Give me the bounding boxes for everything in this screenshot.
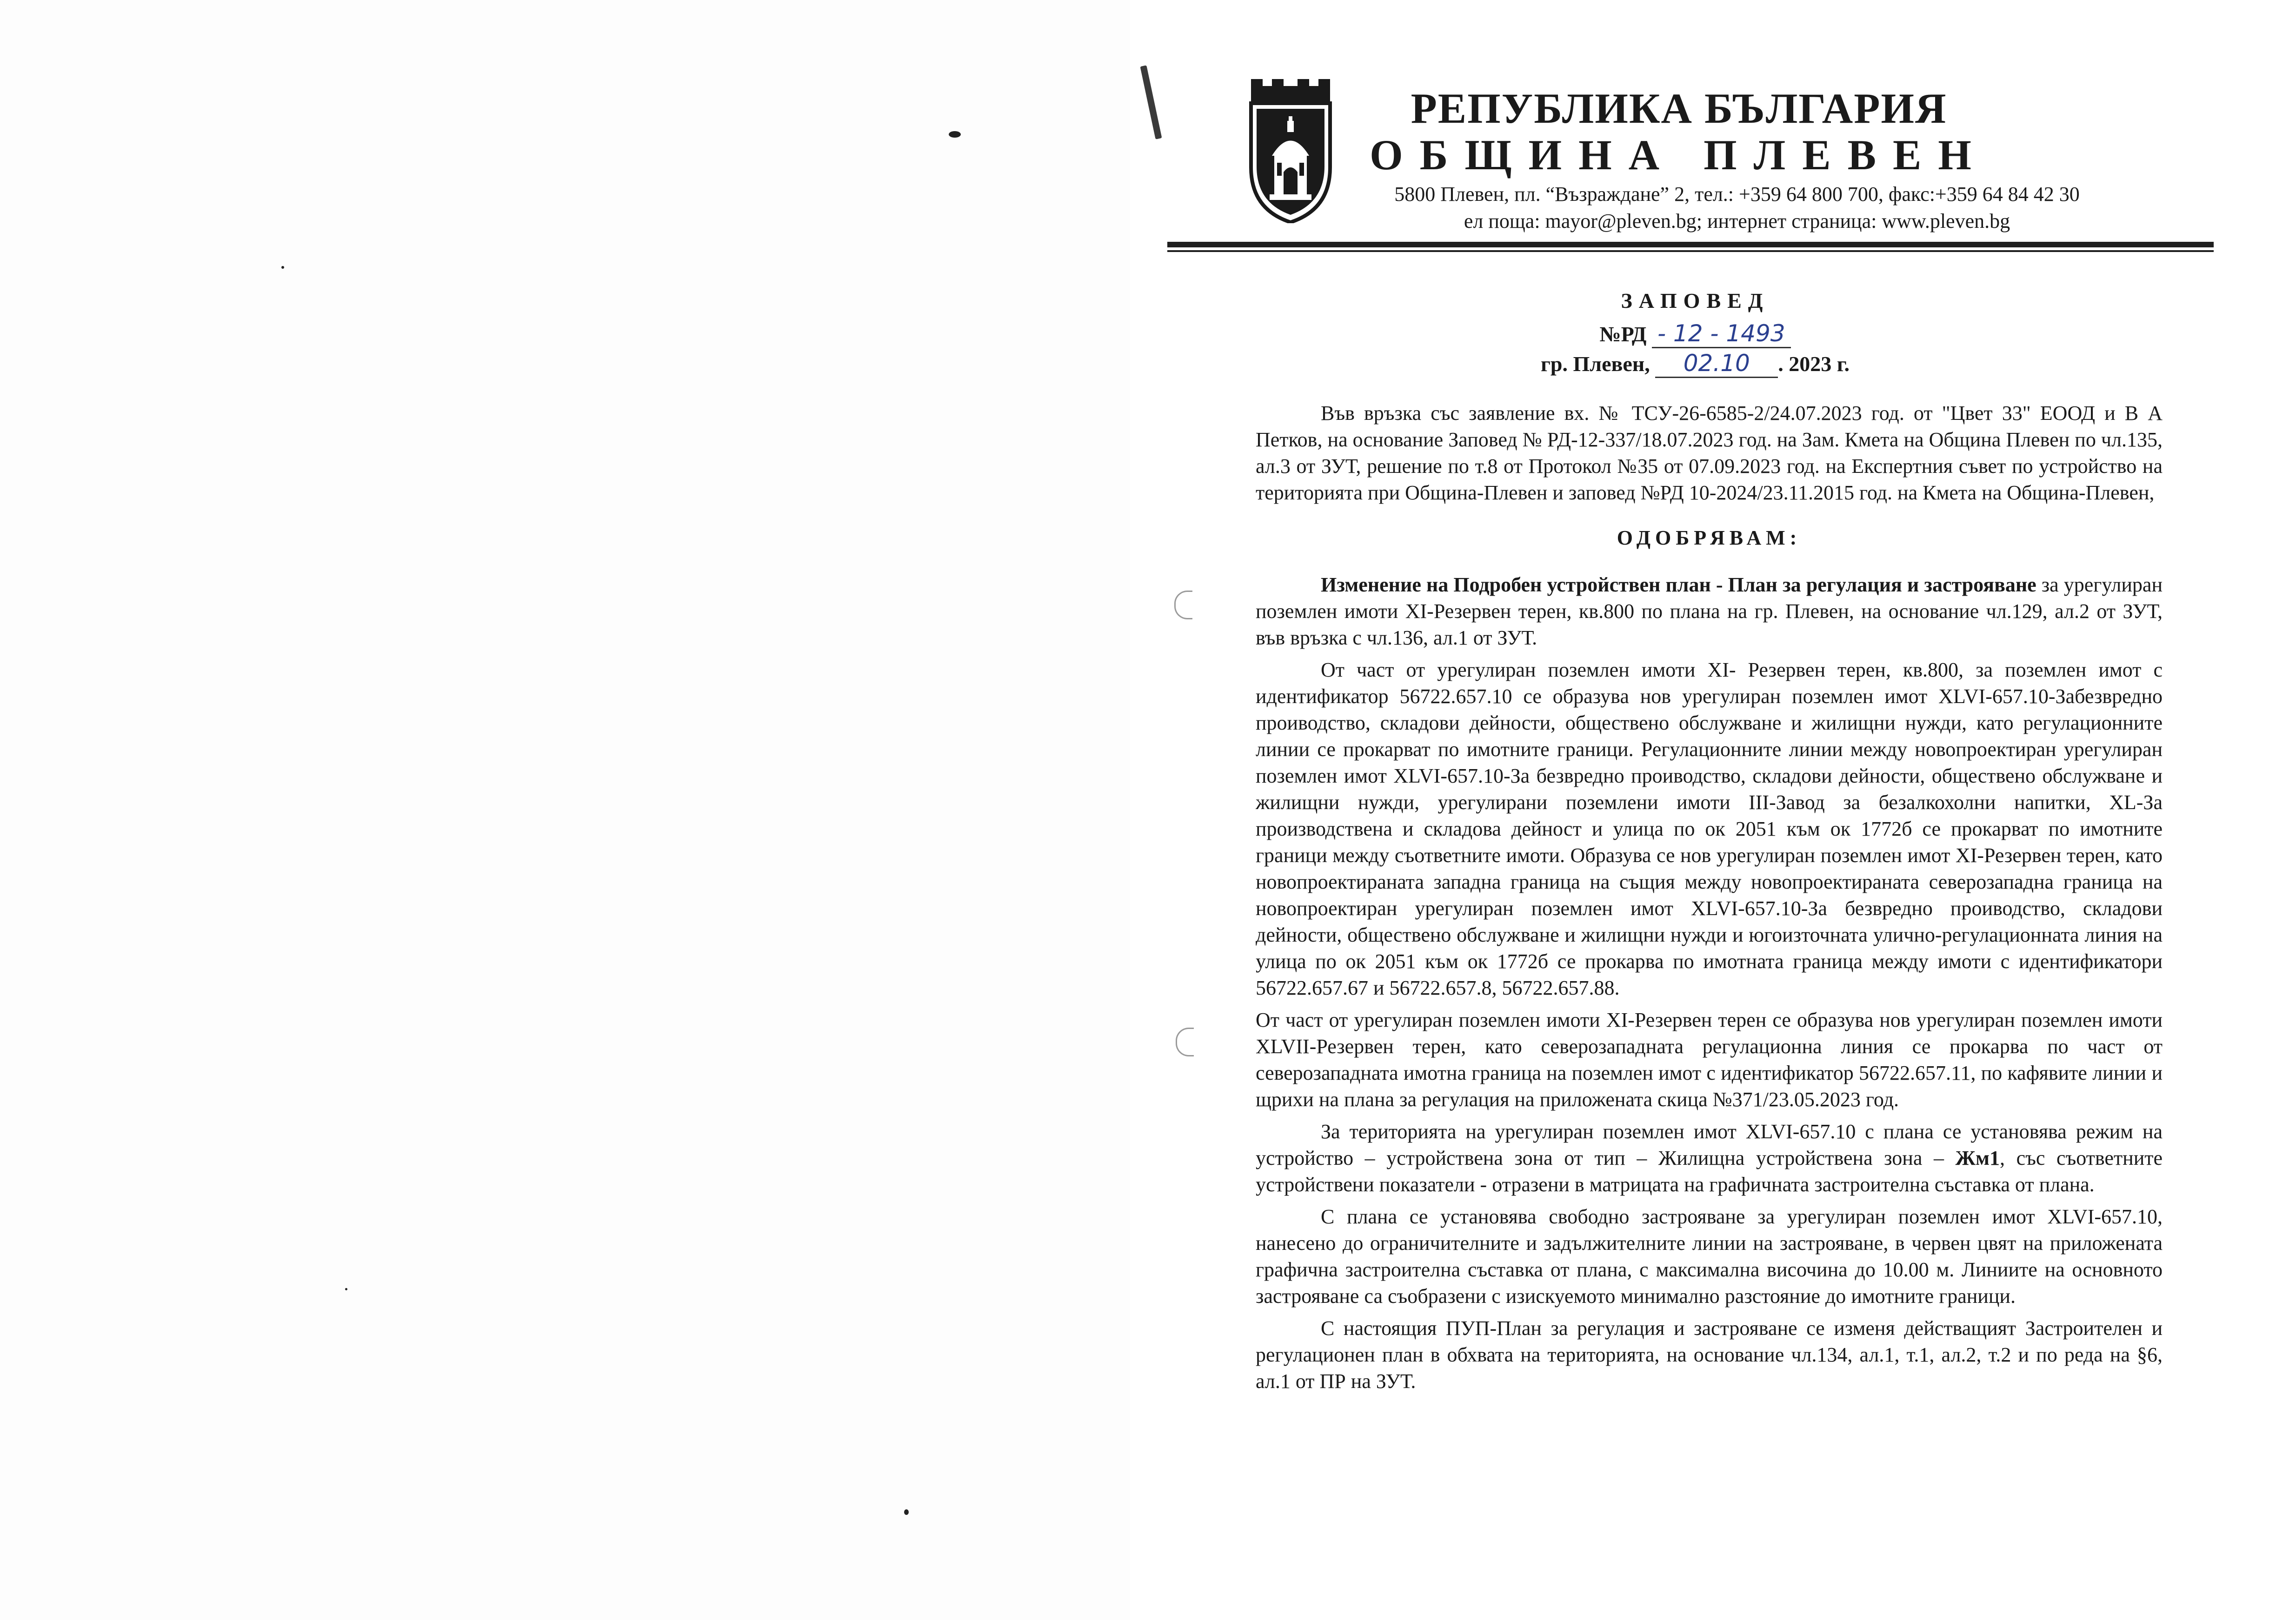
paragraph-4 [1256, 1118, 2163, 1198]
paragraph-3: От част от урегулиран поземлен имоти XI-Резервен терен се образува нов урегулиран поземлен имоти XLVII-Резервен терен, като северозападната регулационна линия се прокарва по част от северозападната имотна граница на поземлен имот с идентификатор 56722.657.11, по кафявите линии и щрихи на плана за регулация на приложената скица №371/23.05.2023 год. [1256, 1009, 2163, 1111]
order-number-prefix: №РД [1599, 322, 1647, 346]
letterhead [1167, 74, 2223, 270]
paragraph-4-tail: , със съответните устройствени показатели - отразени в матрицата на графичната застроителна съставка от плана. [1256, 1147, 2163, 1196]
paragraph-4-text: За територията на урегулиран поземлен имот XLVI-657.10 с плана се установява режим на устройство – устройствена зона от тип – Жилищна устройствена зона – [1256, 1120, 2163, 1169]
paragraph-5: С плана се установява свободно застрояване за урегулиран поземлен имот XLVI-657.10, нанесено до ограничителните и задължителните линии на застрояване, в червен цвят на приложената графична застроителна съставка от плана, с максимална височина до 10.00 м. Линиите на основното застрояване са съобразени с изискуемото минимално разстояние до имотните граници. [1256, 1205, 2163, 1308]
paragraph-1-title: Изменение на Подробен устройствен план - План за регулация и застрояване [1321, 573, 2036, 596]
zone-code: Жм1 [1955, 1147, 2000, 1169]
approve-heading: ОДОБРЯВАМ: [1617, 526, 1802, 549]
address-line: 5800 Плевен, пл. “Възраждане” 2, тел.: +359 64 800 700, факс:+359 64 84 42 30 [1394, 183, 2080, 206]
order-date-handwritten: 02.10 [1655, 350, 1778, 378]
header-divider-thick [1167, 242, 2214, 247]
scan-speck [949, 131, 961, 138]
order-body [1256, 400, 2163, 1400]
scan-speck [281, 266, 284, 269]
paragraph-2: От част от урегулиран поземлен имоти XI- Резервен терен, кв.800, за поземлен имот с идентификатор 56722.657.10 се образува нов урегулиран поземлен имот XLVI-657.10-Забезвредно проиводство, складови дейности, обществено обслужване и жилищни нужди, като регулационните линии се прокарват по имотните граници. Регулационните линии между новопроектиран урегулиран поземлен имот XLVI-657.10-За безвредно проиводство, складови дейности, обществено обслужване и жилищни нужди, урегулирани поземлени имоти III-Завод за безалкохолни напитки, XL-За производствена и складова дейност и улица по ок 2051 към ок 1772б се прокарват по имотните граници между съответните имоти. Образува се нов урегулиран поземлен имот XI-Резервен терен, като новопроектираната западна граница на същия между новопроектираната северозападна граница на новопроектиран урегулиран поземлен имот XLVI-657.10-За безвредно проиводство, складови дейности, обществено обслужване и жилищни нужди и югоизточната улично-регулационната линия на улица по ок 2051 към ок 1772б се прокарва по имотната граница между имоти с идентификатори 56722.657.67 и 56722.657.8, 56722.657.88. [1256, 658, 2163, 999]
intro-paragraph: Във връзка със заявление вх. № ТСУ-26-6585-2/24.07.2023 год. от "Цвет 33" ЕООД и В А Петков, на основание Заповед № РД-12-337/18.07.2023 год. на Зам. Кмета на Община Плевен по чл.135, ал.3 от ЗУТ, решение по т.8 от Протокол №35 от 07.09.2023 год. на Експертния съвет по устройство на територията при Община-Плевен и заповед №РД 10-2024/23.11.2015 год. на Кмета на Община-Плевен, [1256, 402, 2163, 504]
order-city: гр. Плевен, [1541, 352, 1650, 376]
scan-speck [904, 1509, 909, 1515]
order-year: . 2023 г. [1778, 352, 1850, 376]
header-divider-thin [1167, 250, 2214, 252]
municipality-title: ОБЩИНА ПЛЕВЕН [1370, 131, 1988, 179]
blank-left-page [0, 0, 1130, 1620]
paragraph-1 [1256, 571, 2163, 651]
paragraph-1-text: за урегулиран поземлен имоти XI-Резервен терен, кв.800 по плана на гр. Плевен, на основание чл.129, ал.2 от ЗУТ, във връзка с чл.136, ал.1 от ЗУТ. [1256, 573, 2163, 649]
page-fold-mark [1140, 65, 1162, 139]
scan-speck [345, 1288, 347, 1290]
republic-title: РЕПУБЛИКА БЪЛГАРИЯ [1411, 85, 1947, 132]
order-date [1167, 350, 2223, 378]
order-document [1167, 74, 2223, 1562]
contact-line: ел поща: mayor@pleven.bg; интернет страница: www.pleven.bg [1464, 210, 2010, 232]
order-title: ЗАПОВЕД [1621, 289, 1770, 312]
paragraph-6: С настоящия ПУП-План за регулация и застрояване се изменя действащият Застроителен и регулационен план в обхвата на територията, на основание чл.134, ал.1, т.1, ал.2, т.2 и по реда на §6, ал.1 от ПР на ЗУТ. [1256, 1317, 2163, 1393]
order-number-handwritten: - 12 - 1493 [1652, 320, 1791, 348]
order-number [1167, 320, 2223, 348]
